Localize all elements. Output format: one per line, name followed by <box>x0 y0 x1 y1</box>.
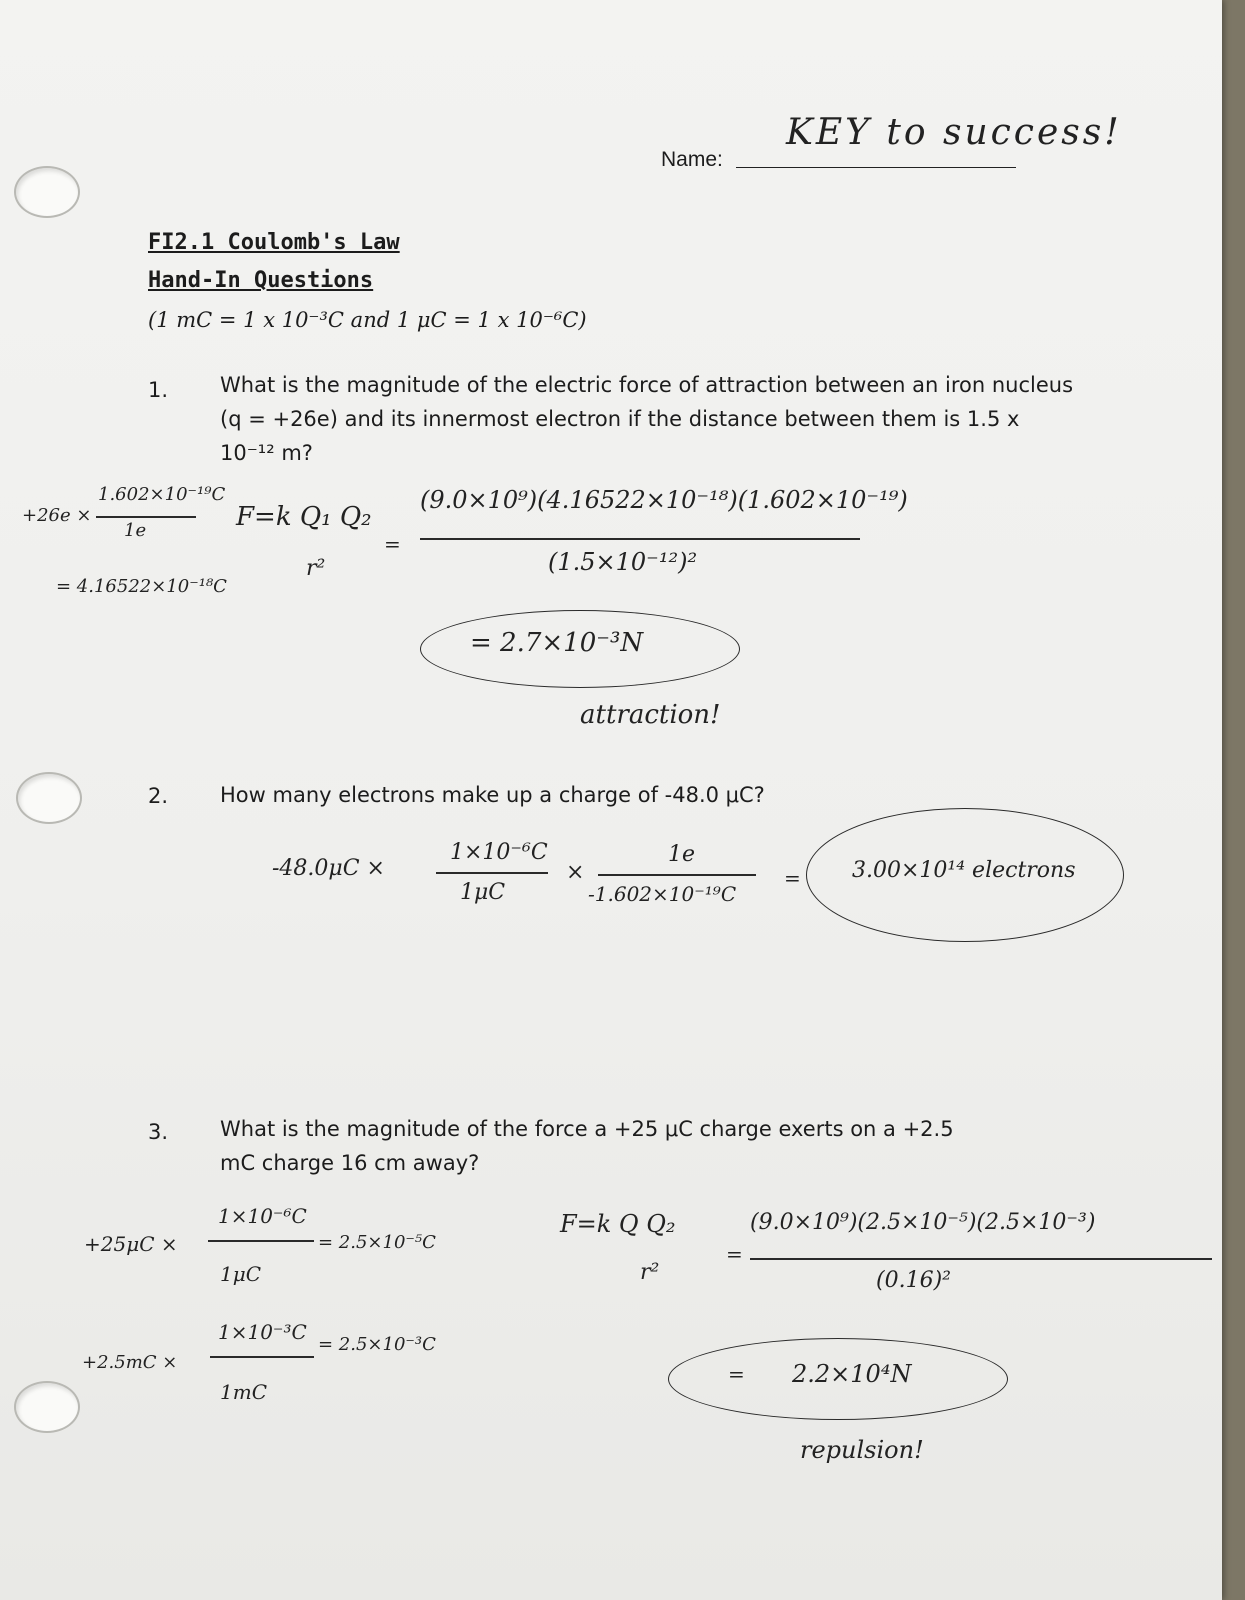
q3-substitution-numerator: (9.0×10⁹)(2.5×10⁻⁵)(2.5×10⁻³) <box>750 1210 1096 1235</box>
q1-formula-numerator: F=k Q₁ Q₂ <box>236 502 372 532</box>
q2-factor2-numerator: 1e <box>668 842 696 867</box>
q3-substitution-denominator: (0.16)² <box>876 1268 951 1293</box>
q2-times: × <box>566 860 585 885</box>
q1-substitution-fraction-bar <box>420 538 860 540</box>
page-title: FI2.1 Coulomb's Law <box>148 230 400 255</box>
name-underline <box>736 167 1016 168</box>
name-label: Name: <box>661 148 723 171</box>
q3-substitution-fraction-bar <box>750 1258 1212 1260</box>
q3-charge2-prefix: +2.5mC × <box>82 1352 178 1373</box>
q3-charge2-result: = 2.5×10⁻³C <box>318 1334 436 1355</box>
q2-factor1-numerator: 1×10⁻⁶C <box>450 840 548 865</box>
q3-charge2-denominator: 1mC <box>220 1380 267 1404</box>
q3-charge1-denominator: 1μC <box>220 1262 262 1286</box>
q1-charge-numerator: 1.602×10⁻¹⁹C <box>98 484 226 505</box>
q1-equals: = <box>384 532 401 556</box>
q3-charge1-numerator: 1×10⁻⁶C <box>218 1204 307 1228</box>
q2-factor1-fraction-bar <box>436 872 548 874</box>
q3-charge2-numerator: 1×10⁻³C <box>218 1320 307 1344</box>
q1-answer: = 2.7×10⁻³N <box>470 628 644 658</box>
binder-hole-middle <box>16 772 82 824</box>
q1-charge-result: = 4.16522×10⁻¹⁸C <box>56 576 227 597</box>
q3-note: repulsion! <box>800 1436 924 1464</box>
question-1-text: What is the magnitude of the electric force of attraction between an iron nucleus (q = +26e) and its innermost electron if the distance between them is 1.5 x 10⁻¹² m? <box>220 373 1074 465</box>
q2-factor1-denominator: 1μC <box>460 880 506 905</box>
q3-charge1-result: = 2.5×10⁻⁵C <box>318 1232 436 1253</box>
binder-hole-bottom <box>14 1381 80 1433</box>
q3-charge1-fraction-bar <box>208 1240 314 1242</box>
q2-answer: 3.00×10¹⁴ electrons <box>852 858 1076 883</box>
question-2-number: 2. <box>148 784 169 808</box>
question-1-number: 1. <box>148 378 169 402</box>
q1-substitution-denominator: (1.5×10⁻¹²)² <box>548 548 698 576</box>
units-note: (1 mC = 1 x 10⁻³C and 1 μC = 1 x 10⁻⁶C) <box>148 308 587 332</box>
q1-substitution-numerator: (9.0×10⁹)(4.16522×10⁻¹⁸)(1.602×10⁻¹⁹) <box>420 486 908 514</box>
q2-start-value: -48.0μC × <box>272 856 385 881</box>
page-subtitle: Hand-In Questions <box>148 268 374 293</box>
binder-hole-top <box>14 166 80 218</box>
q2-factor2-fraction-bar <box>598 874 756 876</box>
question-3-number: 3. <box>148 1120 169 1144</box>
q3-answer-equals: = <box>728 1362 745 1386</box>
q3-formula-numerator: F=k Q Q₂ <box>560 1210 676 1238</box>
q3-charge2-fraction-bar <box>210 1356 314 1358</box>
q1-charge-denominator: 1e <box>124 520 147 541</box>
q3-charge1-prefix: +25μC × <box>84 1232 178 1256</box>
q1-charge-prefix: +26e × <box>22 505 92 526</box>
question-2-text: How many electrons make up a charge of -48.0 μC? <box>220 783 765 807</box>
q2-equals: = <box>784 866 801 890</box>
question-3-text: What is the magnitude of the force a +25 μC charge exerts on a +2.5 mC charge 16 cm away? <box>220 1117 954 1175</box>
q3-formula-denominator: r² <box>640 1260 660 1285</box>
q2-factor2-denominator: -1.602×10⁻¹⁹C <box>588 882 737 906</box>
q3-answer: 2.2×10⁴N <box>792 1360 912 1388</box>
q1-note: attraction! <box>580 700 721 730</box>
q1-charge-fraction-bar <box>96 516 196 518</box>
q3-equals: = <box>726 1242 743 1266</box>
name-value: KEY to success! <box>786 112 1122 153</box>
q1-formula-denominator: r² <box>306 556 326 581</box>
